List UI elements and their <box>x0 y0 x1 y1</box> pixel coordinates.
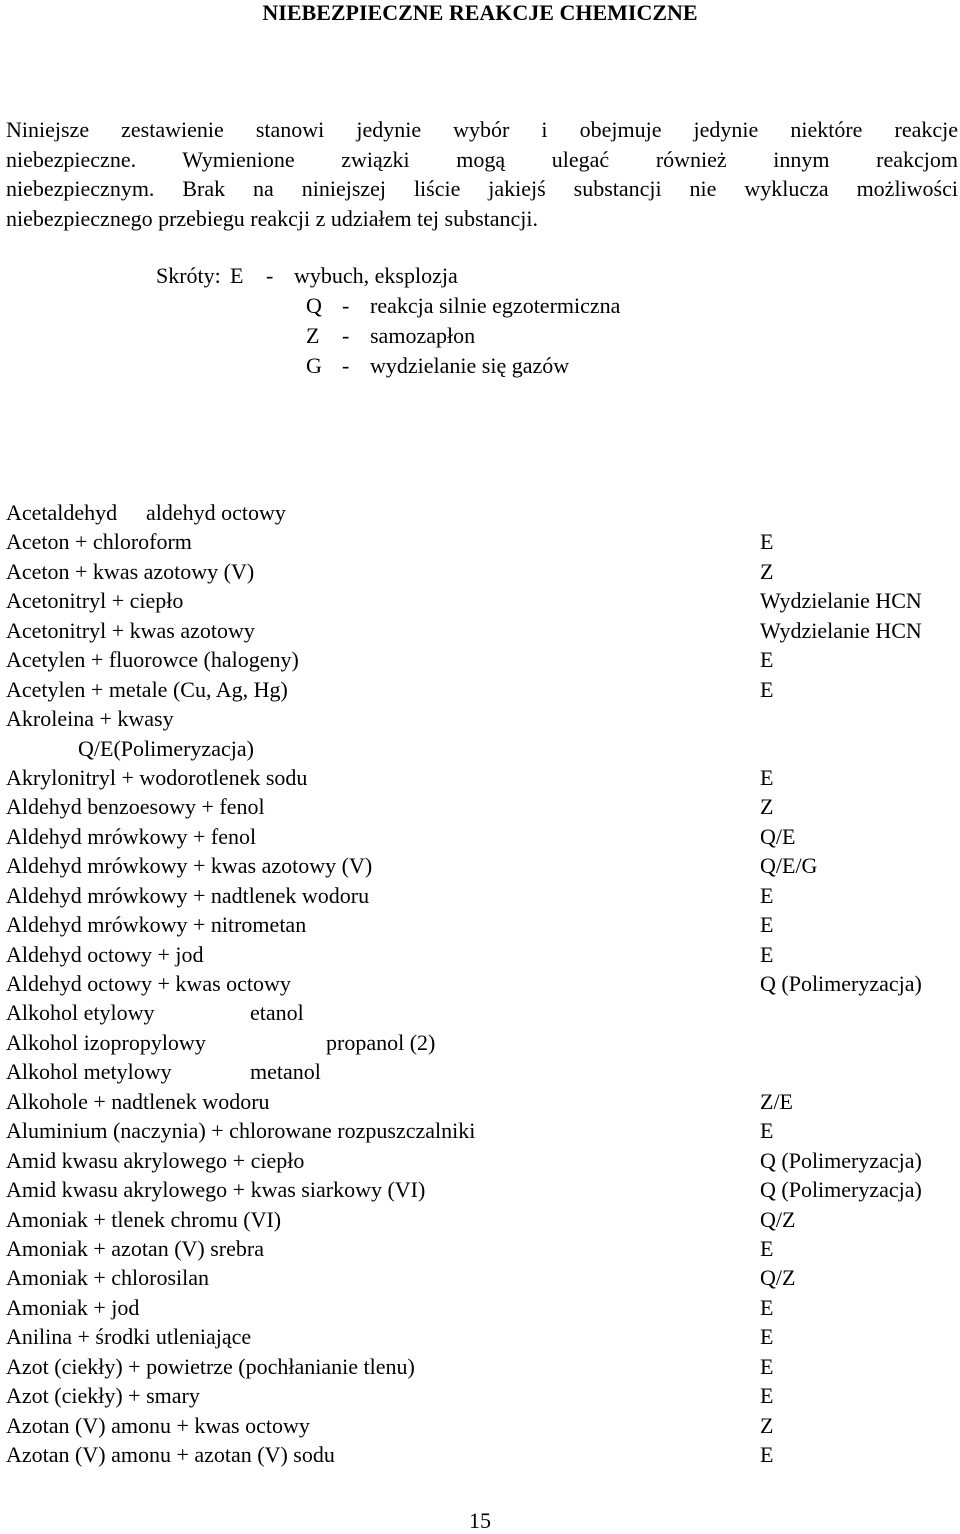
intro-paragraph <box>6 115 958 233</box>
abbreviation-dash: - <box>266 263 274 288</box>
intro-line: niebezpiecznego przebiegu reakcji z udziałem tej substancji. <box>6 205 539 231</box>
reaction-substances: Akroleina + kwasy <box>6 706 174 732</box>
reaction-row <box>6 1146 956 1175</box>
reaction-row <box>6 851 956 880</box>
reaction-row <box>6 616 956 645</box>
reaction-row <box>6 998 956 1027</box>
reaction-substances: Amid kwasu akrylowego + kwas siarkowy (VI) <box>6 1177 426 1203</box>
reaction-substances: Anilina + środki utleniające <box>6 1324 252 1350</box>
reaction-row <box>6 1352 956 1381</box>
reaction-hazard: E <box>760 764 774 790</box>
reaction-substances: Acetylen + metale (Cu, Ag, Hg) <box>6 676 288 702</box>
reaction-hazard: Q/Z <box>760 1206 796 1232</box>
reaction-substances: Aluminium (naczynia) + chlorowane rozpuszczalniki <box>6 1118 476 1144</box>
abbreviation-dash: - <box>342 323 350 348</box>
reaction-substances: Amoniak + azotan (V) srebra <box>6 1235 264 1261</box>
reaction-row <box>6 1028 956 1057</box>
abbreviation-description: wybuch, eksplozja <box>294 263 458 288</box>
reaction-hazard: Z <box>760 1412 774 1438</box>
reaction-hazard: Wydzielanie HCN <box>760 588 922 614</box>
abbreviation-code: Z <box>306 323 320 348</box>
abbreviation-code: Q <box>306 293 322 318</box>
reaction-substances: Aceton + kwas azotowy (V) <box>6 558 255 584</box>
reaction-hazard: E <box>760 676 774 702</box>
reaction-hazard: E <box>760 1383 774 1409</box>
reaction-hazard: E <box>760 882 774 908</box>
reaction-hazard: Q/E/G <box>760 853 818 879</box>
reaction-row <box>6 1116 956 1145</box>
reaction-substances: Alkohole + nadtlenek wodoru <box>6 1088 270 1114</box>
intro-line: Niniejsze zestawienie stanowi jedynie wybór i obejmuje jedynie niektóre reakcje <box>6 117 958 142</box>
reaction-row <box>6 675 956 704</box>
abbreviation-description: samozapłon <box>370 323 476 348</box>
reaction-substances: Amid kwasu akrylowego + ciepło <box>6 1147 305 1173</box>
reaction-row <box>6 1175 956 1204</box>
reaction-substances: Amoniak + tlenek chromu (VI) <box>6 1206 282 1232</box>
abbreviations-label: Skróty: <box>156 263 221 288</box>
reaction-synonym: aldehyd octowy <box>146 500 286 525</box>
reaction-hazard: Q (Polimeryzacja) <box>760 971 922 996</box>
reaction-substances: Aldehyd octowy + jod <box>6 941 204 967</box>
reaction-hazard: E <box>760 1442 774 1467</box>
reaction-row <box>6 645 956 674</box>
reaction-substances: Amoniak + chlorosilan <box>6 1265 210 1291</box>
reaction-hazard: Q/E <box>760 823 796 849</box>
intro-line: niebezpiecznym. Brak na niniejszej liście jakiejś substancji nie wyklucza możliwości <box>6 176 958 201</box>
reaction-row <box>6 1205 956 1234</box>
reaction-row <box>6 910 956 939</box>
abbreviation-code: E <box>230 263 244 288</box>
reaction-hazard: E <box>760 1294 774 1320</box>
reaction-substances: Acetaldehyd <box>6 500 118 525</box>
abbreviation-description: reakcja silnie egzotermiczna <box>370 293 621 318</box>
reaction-synonym: etanol <box>250 1000 304 1026</box>
reaction-row <box>6 792 956 821</box>
reaction-hazard: Wydzielanie HCN <box>760 617 922 643</box>
reaction-row <box>6 1440 956 1469</box>
reaction-row <box>6 822 956 851</box>
reaction-hazard: E <box>760 1235 774 1261</box>
reaction-row <box>6 1263 956 1292</box>
abbreviation-description: wydzielanie się gazów <box>370 353 570 378</box>
abbreviation-dash: - <box>342 353 350 378</box>
reaction-substances: Azot (ciekły) + smary <box>6 1383 200 1409</box>
reaction-hazard: Z <box>760 558 774 584</box>
reaction-row <box>6 586 956 615</box>
reactions-table <box>6 498 956 1469</box>
reaction-substances: Alkohol izopropylowy <box>6 1029 206 1055</box>
reaction-row <box>6 527 956 556</box>
reaction-synonym: propanol (2) <box>326 1029 436 1055</box>
reaction-hazard: E <box>760 647 774 673</box>
document-title: NIEBEZPIECZNE REAKCJE CHEMICZNE <box>262 0 698 25</box>
reaction-row <box>6 1087 956 1116</box>
reaction-hazard: Q (Polimeryzacja) <box>760 1147 922 1173</box>
reaction-hazard: E <box>760 1324 774 1350</box>
reaction-substances: Azotan (V) amonu + kwas octowy <box>6 1412 310 1438</box>
reaction-synonym: metanol <box>250 1059 321 1085</box>
reaction-substances: Acetylen + fluorowce (halogeny) <box>6 647 299 673</box>
reaction-substances: Alkohol etylowy <box>6 1000 155 1026</box>
reaction-row <box>6 1234 956 1263</box>
reaction-row <box>6 763 956 792</box>
reaction-substances: Aldehyd mrówkowy + nadtlenek wodoru <box>6 882 370 908</box>
reaction-row <box>6 1411 956 1440</box>
reaction-substances: Aldehyd mrówkowy + fenol <box>6 823 257 849</box>
reaction-row <box>6 881 956 910</box>
reaction-hazard: E <box>760 941 774 967</box>
reaction-hazard: Q/Z <box>760 1265 796 1291</box>
reaction-substances: Aldehyd mrówkowy + kwas azotowy (V) <box>6 853 373 879</box>
reaction-substances: Azotan (V) amonu + azotan (V) sodu <box>6 1442 335 1467</box>
reaction-row <box>6 704 956 733</box>
reaction-substances: Acetonitryl + ciepło <box>6 588 184 614</box>
reaction-substances: Aceton + chloroform <box>6 529 192 555</box>
reaction-row <box>6 1293 956 1322</box>
reaction-substances: Aldehyd mrówkowy + nitrometan <box>6 912 307 938</box>
reaction-row <box>6 734 956 763</box>
reaction-substances: Amoniak + jod <box>6 1294 140 1320</box>
reaction-row <box>6 969 956 998</box>
reaction-substances: Q/E(Polimeryzacja) <box>78 735 254 761</box>
abbreviation-code: G <box>306 353 322 378</box>
reaction-substances: Aldehyd benzoesowy + fenol <box>6 794 265 820</box>
reaction-substances: Azot (ciekły) + powietrze (pochłanianie tlenu) <box>6 1353 415 1379</box>
reaction-substances: Akrylonitryl + wodorotlenek sodu <box>6 764 308 790</box>
reaction-hazard: Z/E <box>760 1088 793 1114</box>
reaction-substances: Alkohol metylowy <box>6 1059 172 1085</box>
reaction-row <box>6 1322 956 1351</box>
page-number: 15 <box>469 1508 491 1533</box>
reaction-row <box>6 498 956 527</box>
reaction-hazard: E <box>760 529 774 555</box>
reaction-row <box>6 940 956 969</box>
reaction-hazard: Q (Polimeryzacja) <box>760 1177 922 1203</box>
reaction-hazard: Z <box>760 794 774 820</box>
reaction-substances: Aldehyd octowy + kwas octowy <box>6 971 291 996</box>
intro-line: niebezpieczne. Wymienione związki mogą ulegać również innym reakcjom <box>6 146 958 172</box>
abbreviation-dash: - <box>342 293 350 318</box>
reaction-substances: Acetonitryl + kwas azotowy <box>6 617 255 643</box>
reaction-row <box>6 1381 956 1410</box>
reaction-row <box>6 1057 956 1086</box>
reaction-hazard: E <box>760 1118 774 1144</box>
reaction-row <box>6 557 956 586</box>
reaction-hazard: E <box>760 912 774 938</box>
reaction-hazard: E <box>760 1353 774 1379</box>
